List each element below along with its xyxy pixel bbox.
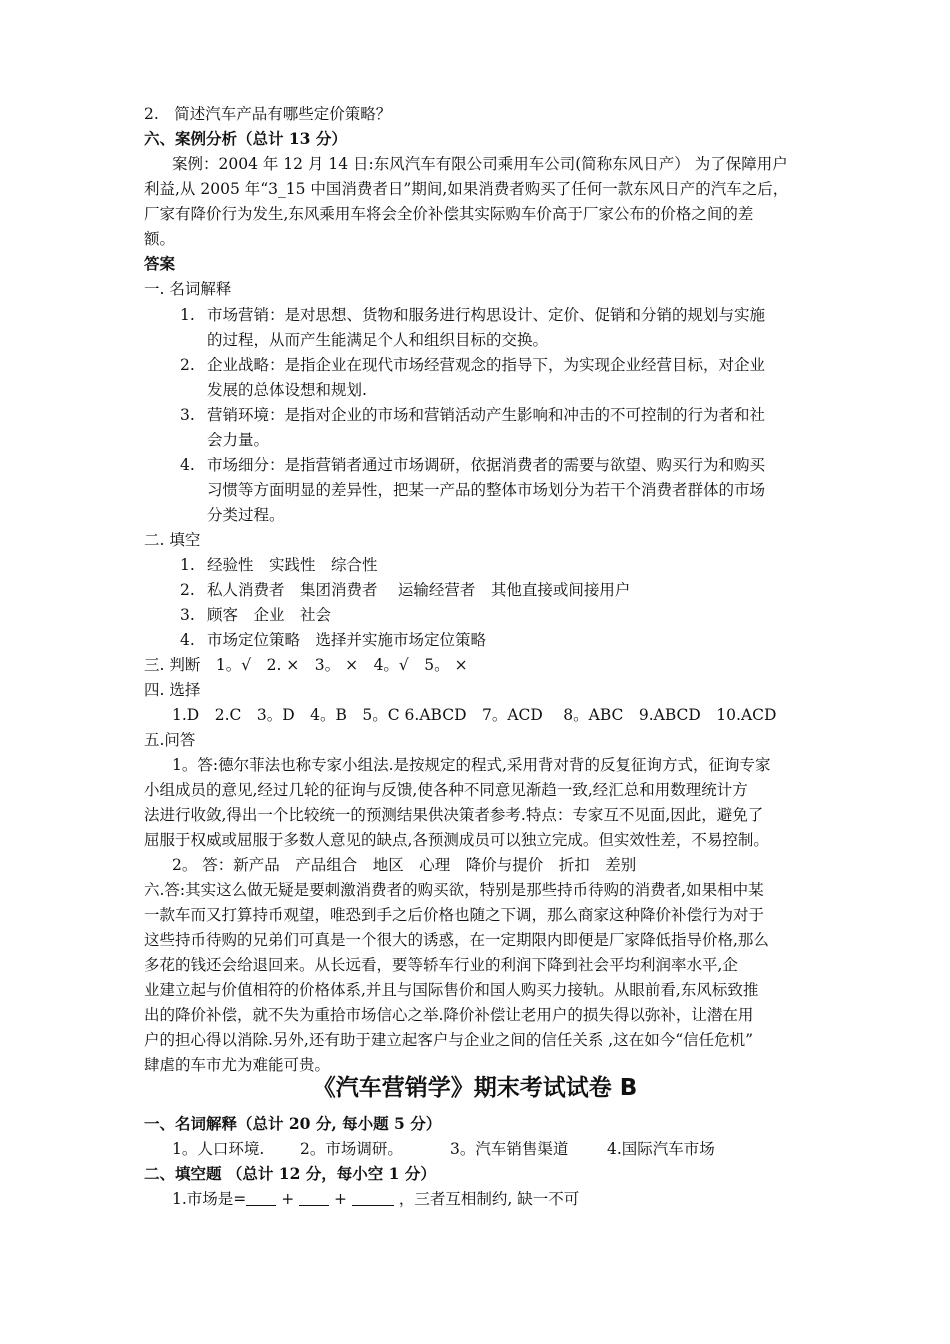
- case-answer-line: 这些持币待购的兄弟们可真是一个很大的诱惑，在一定期限内即便是厂家降低指导价格,那么: [144, 931, 769, 949]
- case-text-line: 额。: [144, 230, 176, 248]
- list-number: 1.: [180, 306, 195, 324]
- definition-line: 习惯等方面明显的差异性，把某一产品的整体市场划分为若干个消费者群体的市场: [207, 481, 766, 499]
- fill-answer: 市场定位策略 选择并实施市场定位策略: [207, 631, 487, 649]
- answers-heading: 答案: [144, 254, 176, 273]
- term-item: 4.国际汽车市场: [607, 1140, 715, 1158]
- definition-line: 的过程，从而产生能满足个人和组织目标的交换。: [207, 331, 549, 349]
- answer-section-heading: 二. 填空: [144, 531, 201, 549]
- answer-section-heading: 四. 选择: [144, 681, 201, 699]
- fill-question-1: [172, 1187, 579, 1211]
- definition-line: 分类过程。: [207, 506, 285, 524]
- answer-blank: [299, 1189, 329, 1206]
- qa-text-line: 1。答:德尔菲法也称专家小组法.是按规定的程式,采用背对背的反复征询方式，征询专家: [172, 756, 771, 774]
- qa-text-line: 2。 答：新产品 产品组合 地区 心理 降价与提价 折扣 差别: [172, 856, 637, 874]
- definition-line: 会力量。: [207, 431, 270, 449]
- answer-section-heading: 五.问答: [144, 731, 196, 749]
- case-answer-line: 肆虐的车市尤为难能可贵。: [144, 1056, 331, 1074]
- fill-question-prefix: 1.市场是=: [172, 1190, 247, 1208]
- qa-text-line: 屈服于权威或屈服于多数人意见的缺点,各预测成员可以独立完成。但实效性差，不易控制。: [144, 831, 769, 849]
- exam-title: 《汽车营销学》期末考试试卷 B: [312, 1075, 638, 1101]
- definition-line: 发展的总体设想和规划.: [207, 381, 367, 399]
- case-answer-line: 六.答:其实这么做无疑是要刺激消费者的购买欲，特别是那些持币待购的消费者,如果相中某: [144, 881, 764, 899]
- definition-line: 企业战略：是指企业在现代市场经营观念的指导下，为实现企业经营目标，对企业: [207, 356, 766, 374]
- case-text-line: 案例：2004 年 12 月 14 日:东风汽车有限公司乘用车公司(简称东风日产） 为了保障用户: [172, 155, 788, 173]
- list-number: 1.: [180, 556, 195, 574]
- case-answer-line: 出的降价补偿，就不失为重拾市场信心之举.降价补偿让老用户的损失得以弥补，让潜在用: [144, 1006, 754, 1024]
- definition-line: 营销环境：是指对企业的市场和营销活动产生影响和冲击的不可控制的行为者和社: [207, 406, 766, 424]
- list-number: 4.: [180, 456, 195, 474]
- definition-line: 市场营销：是对思想、货物和服务进行构思设计、定价、促销和分销的规划与实施: [207, 306, 766, 324]
- answer-blank: [352, 1189, 394, 1206]
- list-number: 3.: [180, 606, 195, 624]
- section-heading-case-analysis: 六、案例分析（总计 13 分）: [144, 129, 347, 148]
- list-number: 4.: [180, 631, 195, 649]
- fill-question-plus: +: [276, 1190, 300, 1208]
- question-2: 2. 简述汽车产品有哪些定价策略？: [144, 105, 392, 123]
- choice-answers: 1.D 2.C 3。D 4。B 5。C 6.ABCD 7。ACD 8。ABC 9.ABCD 10.ACD: [172, 706, 777, 724]
- fill-answer: 私人消费者 集团消费者 运输经营者 其他直接或间接用户: [207, 581, 631, 599]
- case-text-line: 利益,从 2005 年“3_15 中国消费者日”期间,如果消费者购买了任何一款东风日产的汽车之后，: [144, 180, 789, 198]
- list-number: 3.: [180, 406, 195, 424]
- fill-answer: 经验性 实践性 综合性: [207, 556, 378, 574]
- definition-line: 市场细分：是指营销者通过市场调研，依据消费者的需要与欲望、购买行为和购买: [207, 456, 766, 474]
- fill-question-plus: +: [329, 1190, 352, 1208]
- term-item: 1。人口环境.: [172, 1140, 265, 1158]
- qa-text-line: 小组成员的意见,经过几轮的征询与反馈,使各种不同意见渐趋一致,经汇总和用数理统计方: [144, 781, 748, 799]
- term-item: 3。汽车销售渠道: [450, 1140, 569, 1158]
- fill-question-suffix: ，三者互相制约, 缺一不可: [393, 1190, 580, 1208]
- fill-answer: 顾客 企业 社会: [207, 606, 332, 624]
- case-text-line: 厂家有降价行为发生,东风乘用车将会全价补偿其实际购车价高于厂家公布的价格之间的差: [144, 205, 754, 223]
- case-answer-line: 业建立起与价值相符的价格体系,并且与国际售价和国人购买力接轨。从眼前看,东风标致推: [144, 981, 759, 999]
- term-item: 2。市场调研。: [300, 1140, 403, 1158]
- case-answer-line: 户的担心得以消除.另外,还有助于建立起客户与企业之间的信任关系 ,这在如今“信任危机”: [144, 1031, 754, 1049]
- judgement-answers: 三. 判断 1。√ 2. × 3。 × 4。√ 5。 ×: [144, 656, 468, 674]
- answer-section-heading: 一. 名词解释: [144, 280, 232, 298]
- section-heading-fill: 二、填空题 （总计 12 分，每小空 1 分）: [144, 1164, 436, 1183]
- case-answer-line: 多花的钱还会给退回来。从长远看，要等轿车行业的利润下降到社会平均利润率水平,企: [144, 956, 738, 974]
- case-answer-line: 一款车而又打算持币观望，唯恐到手之后价格也随之下调，那么商家这种降价补偿行为对于: [144, 906, 765, 924]
- section-heading-terms: 一、名词解释（总计 20 分, 每小题 5 分）: [144, 1114, 442, 1133]
- list-number: 2.: [180, 581, 195, 599]
- answer-blank: [246, 1189, 276, 1206]
- list-number: 2.: [180, 356, 195, 374]
- qa-text-line: 法进行收敛,得出一个比较统一的预测结果供决策者参考.特点：专家互不见面,因此，避免了: [144, 806, 764, 824]
